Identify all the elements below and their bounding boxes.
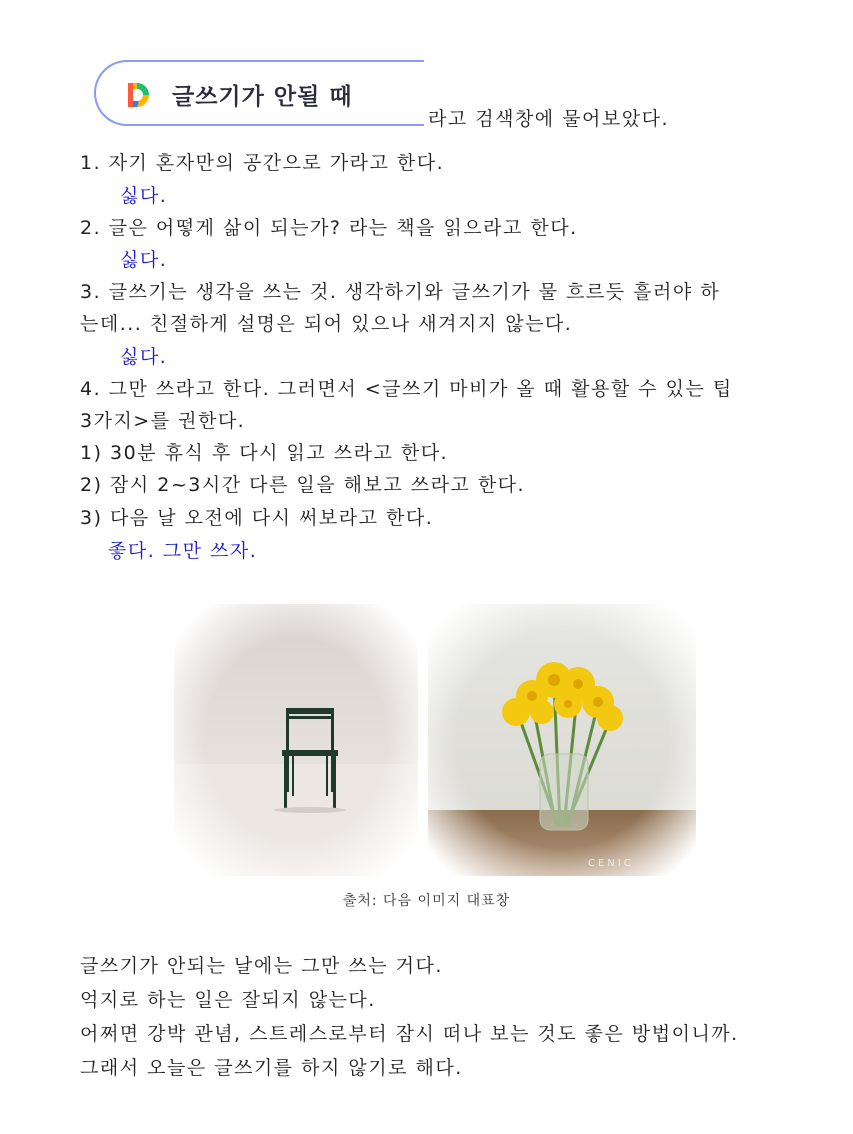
closing-line-4: 그래서 오늘은 글쓰기를 하지 않기로 해다. (80, 1057, 463, 1079)
daffodil-photo (428, 604, 696, 876)
search-query-text: 글쓰기가 안될 때 (172, 84, 353, 110)
body-line-3b: 는데... 친절하게 설명은 되어 있으나 새겨지지 않는다. (80, 313, 573, 335)
search-box[interactable] (94, 60, 424, 126)
chair-photo (174, 604, 418, 876)
body-line-2: 2. 글은 어떻게 삶이 되는가? 라는 책을 읽으라고 한다. (80, 217, 578, 239)
body-line-4a: 4. 그만 쓰라고 한다. 그러면서 <글쓰기 마비가 올 때 활용할 수 있는 팁 (80, 378, 733, 400)
image-caption: 출처: 다음 이미지 대표창 (342, 893, 511, 909)
tip-3: 3) 다음 날 오전에 다시 써보라고 한다. (80, 507, 434, 529)
body-line-1: 1. 자기 혼자만의 공간으로 가라고 한다. (80, 152, 445, 174)
answer-line-4: 좋다. 그만 쓰자. (108, 540, 258, 562)
closing-line-3: 어쩌면 강박 관념, 스트레스로부터 잠시 떠나 보는 것도 좋은 방법이니까. (80, 1023, 739, 1045)
answer-line-1: 싫다. (120, 185, 168, 207)
answer-line-3: 싫다. (120, 346, 168, 368)
search-suffix: 라고 검색창에 물어보았다. (428, 108, 670, 130)
body-line-4b: 3가지>를 권한다. (80, 410, 246, 432)
closing-line-2: 억지로 하는 일은 잘되지 않는다. (80, 989, 376, 1011)
body-line-3a: 3. 글쓰기는 생각을 쓰는 것. 생각하기와 글쓰기가 물 흐르듯 흘러야 하 (80, 281, 721, 303)
tip-2: 2) 잠시 2~3시간 다른 일을 해보고 쓰라고 한다. (80, 474, 526, 496)
tip-1: 1) 30분 휴식 후 다시 읽고 쓰라고 한다. (80, 442, 449, 464)
closing-line-1: 글쓰기가 안되는 날에는 그만 쓰는 거다. (80, 955, 443, 977)
daum-logo-icon (122, 80, 152, 110)
answer-line-2: 싫다. (120, 249, 168, 271)
